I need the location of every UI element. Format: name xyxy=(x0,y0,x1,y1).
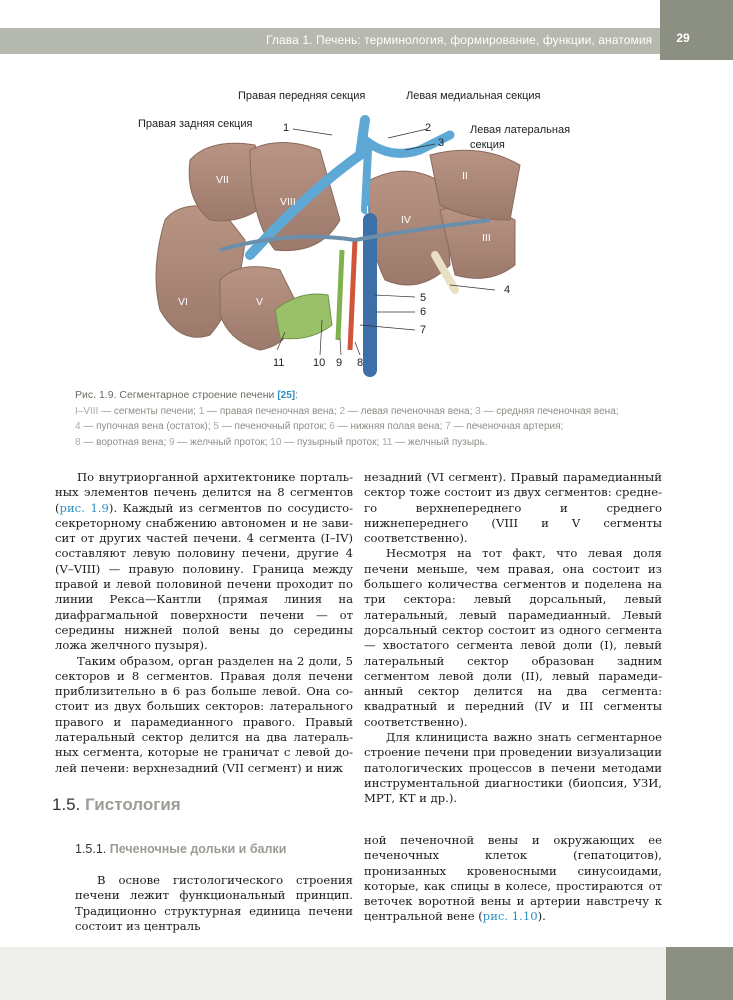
paragraph: По внутриорганной архитектонике портальных элементов печень делится на 8 сегментов (рис. 1.9). Каждый из сегментов по сосудисто-секреторному снабжению автономен и не зависит от других частей печени. 4 сегмента (I–IV) составляют левую половину печени, другие 4 (V–VIII) — правую половину. Граница между правой и левой половиной печени проходит по линии Рекса—Кантли (прямая линия на диафрагмальной поверхности печени — от середины нижней полой вены до середины ложа желчного пузыря). xyxy=(55,470,354,653)
label-right-posterior-section: Правая задняя секция xyxy=(138,118,253,130)
callout-6: 6 xyxy=(420,306,427,318)
page-number: 29 xyxy=(676,31,690,45)
caption-key: 3 xyxy=(475,405,481,417)
figure-ref-link[interactable]: рис. 1.10 xyxy=(482,909,538,924)
caption-key: 11 xyxy=(382,436,393,448)
text-column-right xyxy=(364,470,662,807)
callout-9: 9 xyxy=(336,357,343,369)
label-left-lateral-section-2: секция xyxy=(470,139,505,151)
paragraph: Таким образом, орган разделен на 2 доли, 5 секторов и 8 сегментов. Правая доля печени приблизительно в 6 раз больше левой. Она состоит из двух больших секторов: латерального правого и парамедианного правого. Правый латеральный сектор делится на два латеральных сегмента, которые не граничат с левой долей печени: верхнезадний (VII сегмент) и ниж xyxy=(55,653,353,775)
caption-reference-link[interactable]: [25] xyxy=(277,390,296,401)
caption-text: — желчный пузырь. xyxy=(392,436,488,448)
subsection-number: 1.5.1. xyxy=(75,842,110,856)
segment-iv: IV xyxy=(401,214,411,226)
segment-vi: VI xyxy=(178,296,188,308)
paragraph: В основе гистологического строения печени лежит функциональный принцип. Традиционно структурная единица печени состоит из централь xyxy=(75,873,353,933)
liver-segments-figure xyxy=(70,80,670,385)
caption-title-end: : xyxy=(295,389,299,401)
footer-tab xyxy=(666,947,733,1000)
paragraph: незадний (VI сегмент). Правый парамедианный сектор тоже состоит из двух сегментов: среднего верхнепереднего и среднего нижнепереднего (VIII и V сегменты соответственно). xyxy=(364,470,662,546)
callout-7: 7 xyxy=(420,324,427,336)
label-left-lateral-section: Левая латеральная xyxy=(470,124,571,136)
segment-i: I xyxy=(366,204,369,216)
caption-title: Рис. 1.9. Сегментарное строение печени xyxy=(75,389,278,401)
caption-key: I–VIII xyxy=(75,405,99,417)
caption-key: 6 xyxy=(329,421,335,432)
caption-key: 4 xyxy=(75,421,81,432)
label-right-anterior-section: Правая передняя секция xyxy=(238,90,366,102)
section-title: Гистология xyxy=(85,795,181,814)
caption-text: — пупочная вена (остаток); xyxy=(80,421,214,432)
caption-text: — левая печеночная вена; xyxy=(345,405,476,417)
caption-text: — средняя печеночная вена; xyxy=(480,405,619,417)
caption-key: 7 xyxy=(445,421,451,432)
section-number: 1.5. xyxy=(52,795,86,814)
caption-key: 1 xyxy=(198,405,205,417)
callout-8: 8 xyxy=(357,357,364,369)
paragraph: ной печеночной вены и окружающих ее печеночных клеток (гепатоцитов), пронизанных кровеносными синусоидами, которые, как спицы в колесе, простираются от веточек воротной вены и артерии навстречу к центральной вене (рис. 1.10). xyxy=(364,833,662,924)
callout-1: 1 xyxy=(283,122,290,134)
caption-text: — пузырный проток; xyxy=(281,436,383,448)
chapter-title: Глава 1. Печень: терминология, формирование, функции, анатомия xyxy=(266,33,653,47)
segment-viii: VIII xyxy=(280,196,296,208)
footer-bar xyxy=(0,947,733,1000)
segment-vii: VII xyxy=(216,174,229,186)
segment-v: V xyxy=(256,296,264,308)
callout-3: 3 xyxy=(438,137,445,149)
section-heading xyxy=(52,795,181,815)
hepatic-artery xyxy=(350,240,355,350)
text-column-right-bottom xyxy=(364,833,662,925)
label-left-medial-section: Левая медиальная секция xyxy=(406,90,541,102)
page-tab xyxy=(660,0,733,60)
caption-text: — печеночная артерия; xyxy=(450,421,564,432)
caption-key: 8 xyxy=(75,436,81,448)
caption-key: 9 xyxy=(169,436,175,448)
callout-11: 11 xyxy=(273,357,285,369)
caption-key: 5 xyxy=(213,421,219,432)
caption-key: 2 xyxy=(339,405,346,417)
figure-caption xyxy=(75,388,675,450)
subsection-heading xyxy=(75,842,286,856)
caption-text: — нижняя полая вена; xyxy=(334,421,446,432)
figure-ref-link[interactable]: рис. 1.9 xyxy=(59,500,109,515)
caption-text: — печеночный проток; xyxy=(218,421,330,432)
caption-text: — воротная вена; xyxy=(80,436,170,448)
bile-duct xyxy=(338,250,342,340)
caption-text: — сегменты печени; xyxy=(98,405,199,417)
callout-4: 4 xyxy=(504,284,511,296)
paragraph: Несмотря на тот факт, что левая доля печени меньше, чем правая, она состоит из большего количества сегментов и поделена на три сектора: левый дорсальный, левый латеральный, левый парамедианный. Левый дорсальный сектор состоит из одного сегмента — хвостатого сегмента левой доли (I), левый латеральный сектор образован задним сегментом левой доли (II), левый парамедианный сектор делится на два сегмента: квадратный и передний (IV и III сегменты соответственно). xyxy=(364,546,662,729)
callout-5: 5 xyxy=(420,292,427,304)
segment-iii: III xyxy=(482,232,491,244)
callout-2: 2 xyxy=(425,122,432,134)
text-column-left xyxy=(55,470,353,776)
caption-text: — желчный проток; xyxy=(174,436,271,448)
caption-key: 10 xyxy=(270,436,282,448)
segment-ii: II xyxy=(462,170,468,182)
paragraph: Для клинициста важно знать сегментарное строение печени при проведении визуализации патологических процессов в печени методами инструментальной диагностики (биопсия, УЗИ, МРТ, КТ и др.). xyxy=(364,730,662,806)
text-column-left-bottom xyxy=(75,873,353,934)
subsection-title: Печеночные дольки и балки xyxy=(109,842,287,856)
caption-text: — правая печеночная вена; xyxy=(204,405,340,417)
callout-10: 10 xyxy=(313,357,326,369)
